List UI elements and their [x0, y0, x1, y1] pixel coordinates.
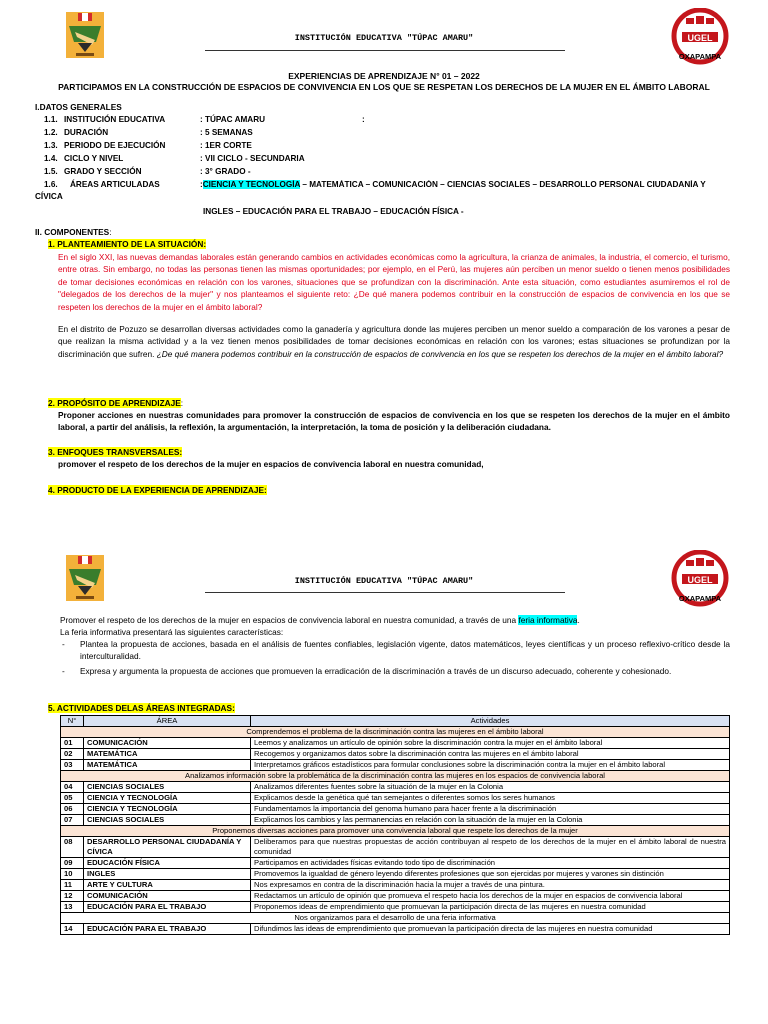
header-divider: [205, 50, 565, 51]
proposito-text: Proponer acciones en nuestras comunidades para promover la construcción de espacios de convivencia en los que se respeten los derechos de la mujer en el ámbito laboral, a partir del análisis, la reflexión, la argumentación, la interpretación, la toma de posición y la deliberación ciudadana.: [58, 410, 730, 433]
row-num: 12: [61, 891, 84, 902]
row-activity: Interpretamos gráficos estadísticos para formular conclusiones sobre la discriminación contra la mujer en el ámbito laboral: [251, 760, 730, 771]
ugel-logo-text: UGEL: [687, 575, 713, 585]
section-componentes-colon: :: [109, 227, 112, 237]
header-divider: [205, 592, 565, 593]
situacion-local-text: [58, 323, 730, 360]
row-area: DESARROLLO PERSONAL CIUDADANÍA Y CÍVICA: [84, 837, 251, 858]
dato-num: 1.5.: [44, 167, 58, 176]
dato-label: PERIODO DE EJECUCIÓN: [64, 141, 166, 150]
row-area: EDUCACIÓN PARA EL TRABAJO: [84, 924, 251, 935]
row-activity: Participamos en actividades físicas evitando todo tipo de discriminación: [251, 858, 730, 869]
row-area: ARTE Y CULTURA: [84, 880, 251, 891]
comp4-title: [48, 484, 267, 496]
product-intro-highlight: feria informativa: [518, 615, 578, 625]
section-datos-generales: I.DATOS GENERALES: [35, 102, 122, 112]
row-activity: Leemos y analizamos un artículo de opinión sobre la discriminación contra la mujer en el ámbito laboral: [251, 738, 730, 749]
table-section-row: [61, 727, 730, 738]
table-row: [61, 902, 730, 913]
row-num: 04: [61, 782, 84, 793]
row-area: EDUCACIÓN FÍSICA: [84, 858, 251, 869]
row-activity: Difundimos las ideas de emprendimiento que promuevan la participación directa de las mujeres en nuestra comunidad: [251, 924, 730, 935]
areas-highlight: CIENCIA Y TECNOLOGÍA: [202, 180, 301, 189]
row-num: 01: [61, 738, 84, 749]
bullet-item: Expresa y argumenta la propuesta de acciones que promueven la erradicación de la discriminación a través de un discurso adecuado, coherente y cohesionado.: [80, 666, 672, 676]
experience-title: EXPERIENCIAS DE APRENDIZAJE N° 01 – 2022: [288, 71, 480, 81]
section-componentes: [35, 226, 112, 238]
row-num: 02: [61, 749, 84, 760]
table-row: [61, 804, 730, 815]
table-section-cell: Comprendemos el problema de la discriminación contra las mujeres en el ámbito laboral: [61, 727, 730, 738]
table-section-row: [61, 826, 730, 837]
row-num: 09: [61, 858, 84, 869]
dato-num: 1.6.: [44, 180, 58, 189]
comp2-title: [48, 397, 183, 409]
ugel-logo-caption: OXAPAMPA: [678, 52, 722, 61]
table-header-cell: Actividades: [251, 716, 730, 727]
areas-line3: INGLES – EDUCACIÓN PARA EL TRABAJO – EDUCACIÓN FÍSICA -: [203, 207, 464, 216]
section-componentes-label: II. COMPONENTES: [35, 227, 110, 237]
ugel-logo-caption: OXAPAMPA: [678, 594, 722, 603]
table-row: [61, 869, 730, 880]
row-activity: Deliberamos para que nuestras propuestas de acción contribuyan al respeto de los derechos de la mujer en el ámbito laboral de nuestra comunidad: [251, 837, 730, 858]
row-area: CIENCIAS SOCIALES: [84, 782, 251, 793]
product-intro-text: Promover el respeto de los derechos de la mujer en espacios de convivencia laboral en nuestra comunidad, a través de una: [60, 615, 519, 625]
dato-value: : TÚPAC AMARU: [200, 115, 266, 124]
areas-line2: CÍVICA: [35, 192, 63, 201]
row-area: MATEMÁTICA: [84, 749, 251, 760]
table-row: [61, 760, 730, 771]
row-num: 03: [61, 760, 84, 771]
row-area: CIENCIA Y TECNOLOGÍA: [84, 804, 251, 815]
dato-label: ÁREAS ARTICULADAS: [70, 180, 160, 189]
situacion-local-question: ¿De qué manera podemos contribuir en la construcción de espacios de convivencia en los que se respeten los derechos de la mujer en el ámbito laboral?: [156, 348, 724, 359]
table-row: [61, 749, 730, 760]
table-section-cell: Nos organizamos para el desarrollo de una feria informativa: [61, 913, 730, 924]
comp3-title: [48, 446, 182, 458]
row-activity: Promovemos la igualdad de género leyendo diferentes profesiones que son ejercidas por mujeres y varones sin distinción: [251, 869, 730, 880]
situacion-local-plain: En el distrito de Pozuzo se desarrollan diversas actividades como la ganadería y agricultura donde las mujeres perciben un menor sueldo a comparación de los varones a pesar de que realizan la misma actividad y a la vez tienen menos posibilidades de tomar decisiones económicas en relación con los varones; estas situaciones se profundizan por la discriminación que sufren.: [58, 324, 730, 359]
comp2-title-text: 2. PROPÓSITO DE APRENDIZAJE: [48, 398, 181, 408]
page-2: [0, 530, 768, 1024]
bullet-item: Plantea la propuesta de acciones, basada en el análisis de fuentes confiables, legislación vigente, datos matemáticos, leyes científicas y un proceso reflexivo-crítico desde la interculturalidad.: [80, 639, 730, 662]
table-row: [61, 858, 730, 869]
dato-label: GRADO Y SECCIÓN: [64, 167, 142, 176]
bullet-mark: -: [62, 666, 65, 676]
table-section-cell: Analizamos información sobre la problemática de la discriminación contra las mujeres en los espacios de convivencia laboral: [61, 771, 730, 782]
activities-table: [60, 715, 730, 935]
row-area: INGLES: [84, 869, 251, 880]
row-activity: Nos expresamos en contra de la discriminación hacia la mujer a través de una pintura.: [251, 880, 730, 891]
row-area: MATEMÁTICA: [84, 760, 251, 771]
feria-line: La feria informativa presentará las siguientes características:: [60, 627, 284, 637]
institution-header-title: INSTITUCIÓN EDUCATIVA "TÚPAC AMARU": [294, 576, 474, 586]
row-num: 08: [61, 837, 84, 858]
institution-header-title: INSTITUCIÓN EDUCATIVA "TÚPAC AMARU": [294, 33, 474, 43]
comp3-title-text: 3. ENFOQUES TRANSVERSALES:: [48, 447, 183, 457]
table-row: [61, 782, 730, 793]
dato-extra: :: [362, 115, 365, 124]
table-row: [61, 924, 730, 935]
dato-num: 1.4.: [44, 154, 58, 163]
row-num: 06: [61, 804, 84, 815]
row-area: CIENCIAS SOCIALES: [84, 815, 251, 826]
dato-value: : VII CICLO - SECUNDARIA: [200, 154, 305, 163]
dato-value: : 1ER CORTE: [200, 141, 252, 150]
experience-subtitle: PARTICIPAMOS EN LA CONSTRUCCIÓN DE ESPACIOS DE CONVIVENCIA EN LOS QUE SE RESPETAN LOS DERECHOS DE LA MUJER EN EL ÁMBITO LABORAL: [58, 82, 710, 92]
row-area: COMUNICACIÓN: [84, 891, 251, 902]
dato-label: CICLO Y NIVEL: [64, 154, 124, 163]
table-section-row: [61, 913, 730, 924]
table-row: [61, 837, 730, 858]
table-row: [61, 880, 730, 891]
row-num: 05: [61, 793, 84, 804]
comp2-title-colon: :: [180, 398, 184, 408]
areas-colon: :: [200, 180, 203, 189]
row-num: 07: [61, 815, 84, 826]
comp5-title: [48, 702, 235, 714]
table-row: [61, 793, 730, 804]
table-row: [61, 815, 730, 826]
row-num: 10: [61, 869, 84, 880]
row-area: EDUCACIÓN PARA EL TRABAJO: [84, 902, 251, 913]
ugel-logo-text: UGEL: [687, 33, 713, 43]
table-section-row: [61, 771, 730, 782]
situacion-red-text: En el siglo XXI, las nuevas demandas laborales están generando cambios en actividades económicas como la agricultura, la crianza de animales, la industria, el comercio, el turismo, entre otras. Sin embargo, no todas las personas tienen las mismas oportunidades; por ejemplo, en el Perú, las mujeres aún perciben un menor sueldo o tienen menos posibilidades de tomar decisiones económicas en relación con los varones, situaciones que se profundizan con la discriminación. Ante esta situación, como estudiantes asumiremos el rol de "delegados de los derechos de la mujer" y nos planteamos el siguiente reto: ¿De qué manera podemos contribuir en la construcción de espacios de convivencia en los que se respeten los derechos de la mujer en el ámbito laboral?: [58, 252, 730, 312]
row-area: COMUNICACIÓN: [84, 738, 251, 749]
areas-articuladas-value: [200, 180, 735, 189]
dato-num: 1.2.: [44, 128, 58, 137]
row-activity: Explicamos los cambios y las permanencias en relación con la situación de la mujer en la Colonia: [251, 815, 730, 826]
product-intro: [60, 614, 740, 626]
bullet-mark: -: [62, 639, 65, 649]
dato-num: 1.3.: [44, 141, 58, 150]
row-num: 11: [61, 880, 84, 891]
table-section-cell: Proponemos diversas acciones para promover una convivencia laboral que respete los derechos de la mujer: [61, 826, 730, 837]
dato-label: DURACIÓN: [64, 128, 109, 137]
row-activity: Proponemos ideas de emprendimiento que promuevan la participación directa de las mujeres en nuestra comunidad: [251, 902, 730, 913]
enfoques-text: promover el respeto de los derechos de la mujer en espacios de convivencia laboral en nuestra comunidad,: [58, 459, 484, 469]
table-header-row: [61, 716, 730, 727]
dato-value: : 5 SEMANAS: [200, 128, 253, 137]
product-intro-end: .: [577, 615, 580, 625]
dato-label: INSTITUCIÓN EDUCATIVA: [64, 115, 166, 124]
row-activity: Recogemos y organizamos datos sobre la discriminación contra las mujeres en el ámbito laboral: [251, 749, 730, 760]
table-row: [61, 738, 730, 749]
comp1-title-text: 1. PLANTEAMIENTO DE LA SITUACIÓN:: [48, 239, 207, 249]
comp5-title-text: 5. ACTIVIDADES DELAS ÁREAS INTEGRADAS:: [48, 703, 235, 713]
row-activity: Fundamentamos la importancia del genoma humano para hacer frente a la discriminación: [251, 804, 730, 815]
row-num: 14: [61, 924, 84, 935]
comp4-title-text: 4. PRODUCTO DE LA EXPERIENCIA DE APRENDIZAJE:: [48, 485, 267, 495]
comp1-title: [48, 238, 206, 250]
row-area: CIENCIA Y TECNOLOGÍA: [84, 793, 251, 804]
row-activity: Explicamos desde la genética qué tan semejantes o diferentes somos los seres humanos: [251, 793, 730, 804]
dato-num: 1.1.: [44, 115, 58, 124]
table-row: [61, 891, 730, 902]
dato-value: : 3° GRADO -: [200, 167, 251, 176]
table-header-cell: ÁREA: [84, 716, 251, 727]
row-activity: Analizamos diferentes fuentes sobre la situación de la mujer en la Colonia: [251, 782, 730, 793]
row-activity: Redactamos un artículo de opinión que promueva el respeto hacia los derechos de la mujer en espacios de convivencia laboral: [251, 891, 730, 902]
areas-rest: – MATEMÁTICA – COMUNICACIÓN – CIENCIAS SOCIALES – DESARROLLO PERSONAL CIUDADANÍA Y: [300, 180, 706, 189]
row-num: 13: [61, 902, 84, 913]
table-header-cell: N°: [61, 716, 84, 727]
